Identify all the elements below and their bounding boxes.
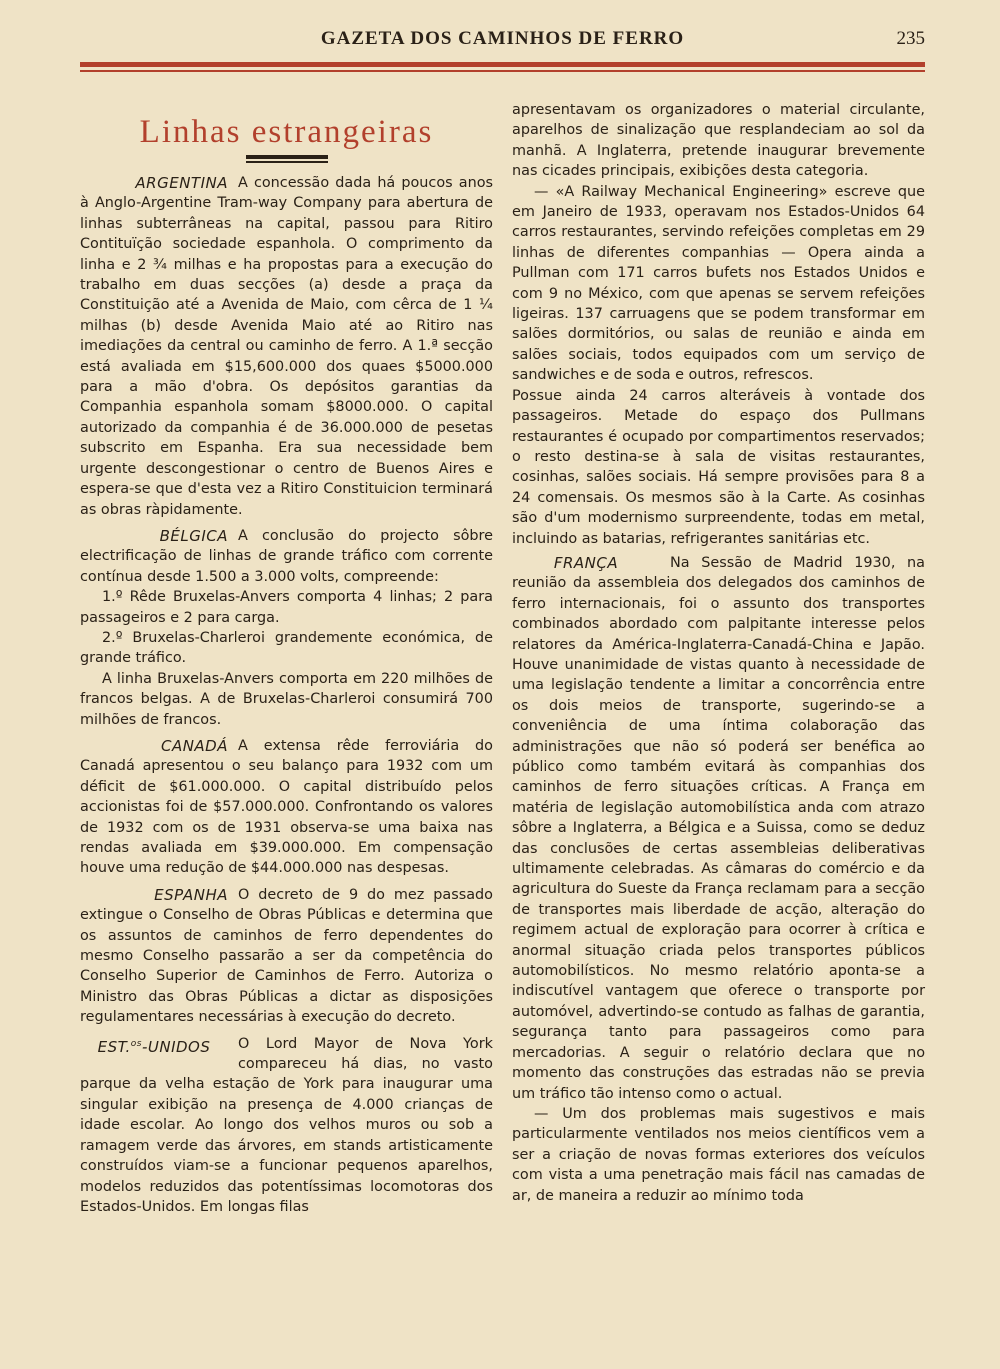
right-paragraph-3: Possue ainda 24 carros alteráveis à vontade dos passageiros. Metade do espaço dos Pullmans restaurantes é ocupado por compartimentos reservados; o resto destina-se à sala de visitas restaurantes, cosinhas, salões sociais. Há sempre provisões para 8 a 24 comensais. Os mesmos são à la Carte. As cosinhas são d'um modernismo surpreendente, todas em metal, incluindo as batarias, refrigerantes sanitárias etc. [512,387,925,547]
franca-paragraph [512,553,925,1104]
belgica-item-1: 1.º Rêde Bruxelas-Anvers comporta 4 linhas; 2 para passageiros e 2 para carga. [80,589,493,626]
argentina-paragraph [80,173,493,520]
canada-text: A extensa rêde ferroviária do Canadá apresentou o seu balanço para 1932 com um déficit de $61.000.000. O capital distribuído pelos accionistas foi de $57.000.000. Confrontando os valores de 1932 com os de 1931 observa-se uma baixa nas rendas avaliada em $39.000.000. Em compensação houve uma redução de $44.000.000 nas despesas. [80,737,493,877]
espanha-text: O decreto de 9 do mez passado extingue o Conselho de Obras Públicas e determina que os assuntos de caminhos de ferro dependentes do mesmo Conselho passarão a ser da competência do Conselho Superior de Caminhos de Ferro. Autoriza o Ministro das Obras Públicas a dictar as disposições regulamentares necessárias à execução do decreto. [80,886,493,1026]
right-paragraph-2: — «A Railway Mechanical Engineering» escreve que em Janeiro de 1933, operavam nos Estados-Unidos 64 carros restaurantes, servindo refeições completas em 29 linhas de diferentes companhias — Opera ainda a Pullman com 171 carros bufets nos Estados Unidos e com 9 no México, com que apenas se servem refeições ligeiras. 137 carruagens que se podem transformar em salões dormitórios, ou salas de reunião e ainda em salões sociais, todos equipados com um serviço de sandwiches e de soda e outros, refrescos. [512,183,925,384]
right-paragraph-last: — Um dos problemas mais sugestivos e mais particularmente ventilados nos meios científicos vem a ser a criação de novas formas exteriores dos veículos com vista a uma penetração mais fácil nas camadas de ar, de maneira a reduzir ao mínimo toda [512,1105,925,1204]
belgica-text: A conclusão do projecto sôbre electrificação de linhas de grande tráfico com corrente contínua desde 1.500 a 3.000 volts, compreende: [80,527,493,585]
espanha-paragraph [80,885,493,1028]
eua-text: O Lord Mayor de Nova York compareceu há dias, no vasto parque da velha estação de York para inaugurar uma singular exibição na presença de 4.000 crianças de idade escolar. Ao longo dos velhos muros ou sob a ramagem verde das árvores, em stands artisticamente construídos viam-se a funcionar pequenos aparelhos, modelos reduzidos das potentíssimas locomotoras dos Estados-Unidos. Em longas filas [80,1035,493,1215]
country-label-eua: EST.$^{os}$-UNIDOS [97,1037,211,1056]
title-ornament [246,155,328,163]
header-rule-thick [80,62,925,67]
running-title: GAZETA DOS CAMINHOS DE FERRO [320,28,685,49]
country-label-argentina: ARGENTINA [135,174,228,192]
canada-paragraph [80,736,493,879]
belgica-paragraph [80,526,493,587]
section-title: Linhas estrangeiras [139,114,434,150]
argentina-text: A concessão dada há poucos anos à Anglo-Argentine Tram-way Company para abertura de linhas subterrâneas na capital, passou para Ritiro Contituïção sociedade espanhola. O comprimento da linha e 2 ¾ milhas e ha propostas para a execução do trabalho em duas secções (a) desde a praça da Constituição até a Avenida de Maio, com cêrca de 1 ¼ milhas (b) desde Avenida Maio até ao Ritiro nas imediações da central ou caminho de ferro. A 1.ª secção está avaliada em $15,600.000 dos quaes $5000.000 para a mão d'obra. Os depósitos garantias da Companhia espanhola somam $8000.000. O capital autorizado da companhia é de 36.000.000 de pesetas subscrito em Espanha. Era sua necessidade bem urgente descongestionar o centro de Buenos Aires e espera-se que d'esta vez a Ritiro Constituicion terminará as obras ràpidamente. [80,175,493,518]
belgica-paragraph-2: A linha Bruxelas-Anvers comporta em 220 milhões de francos belgas. A de Bruxelas-Charleroi consumirá 700 milhões de francos. [80,670,493,728]
country-label-espanha: ESPANHA [154,885,228,904]
right-paragraph-1: apresentavam os organizadores o material circulante, aparelhos de sinalização que resplandeciam ao sol da manhã. A Inglaterra, pretende inaugurar brevemente nas cicades principais, exibições desta categoria. [512,102,925,180]
left-column [80,100,493,1217]
belgica-item-2: 2.º Bruxelas-Charleroi grandemente económica, de grande tráfico. [80,629,493,667]
header-rule-thin [80,70,925,72]
eua-paragraph [80,1034,493,1218]
right-column [512,100,925,1206]
country-label-franca: FRANÇA [553,553,619,572]
country-label-belgica: BÉLGICA [159,526,228,545]
franca-text: Na Sessão de Madrid 1930, na reunião da assembleia dos delegados dos caminhos de ferro internacionais, foi o assunto dos transportes combinados abordado com palpitante interesse pelos relatores da América-Inglaterra-Canadá-China e Japão. Houve unanimidade de vistas quanto à necessidade de uma legislação tendente a limitar a concorrência entre os dois meios de transporte, sugerindo-se a conveniência de uma íntima colaboração das administrações que não só poderá ser benéfica ao público como também evitará às companhias dos caminhos de ferro situações críticas. A França em matéria de legislação automobilística anda com atrazo sôbre a Inglaterra, a Bélgica e a Suissa, como se deduz das conclusões de certas assembleias deliberativas ultimamente celebradas. As câmaras do comércio e da agricultura do Sueste da França reclamam para a secção de transportes mais liberdade de acção, alteração do regimem actual de exploração para ocorrer à crítica e anormal situação criada pelos transportes públicos automobilísticos. No mesmo relatório aponta-se a indiscutível vantagem que oferece o transporte por automóvel, advertindo-se contudo as falhas de garantia, segurança tanto para passageiros como para mercadorias. A seguir o relatório declara que no momento das construções das estradas não se previa um tráfico tão intenso como o actual. [512,554,925,1102]
page-header [80,24,925,54]
page-number: 235 [896,28,925,49]
country-label-canada: CANADÁ [160,736,228,755]
